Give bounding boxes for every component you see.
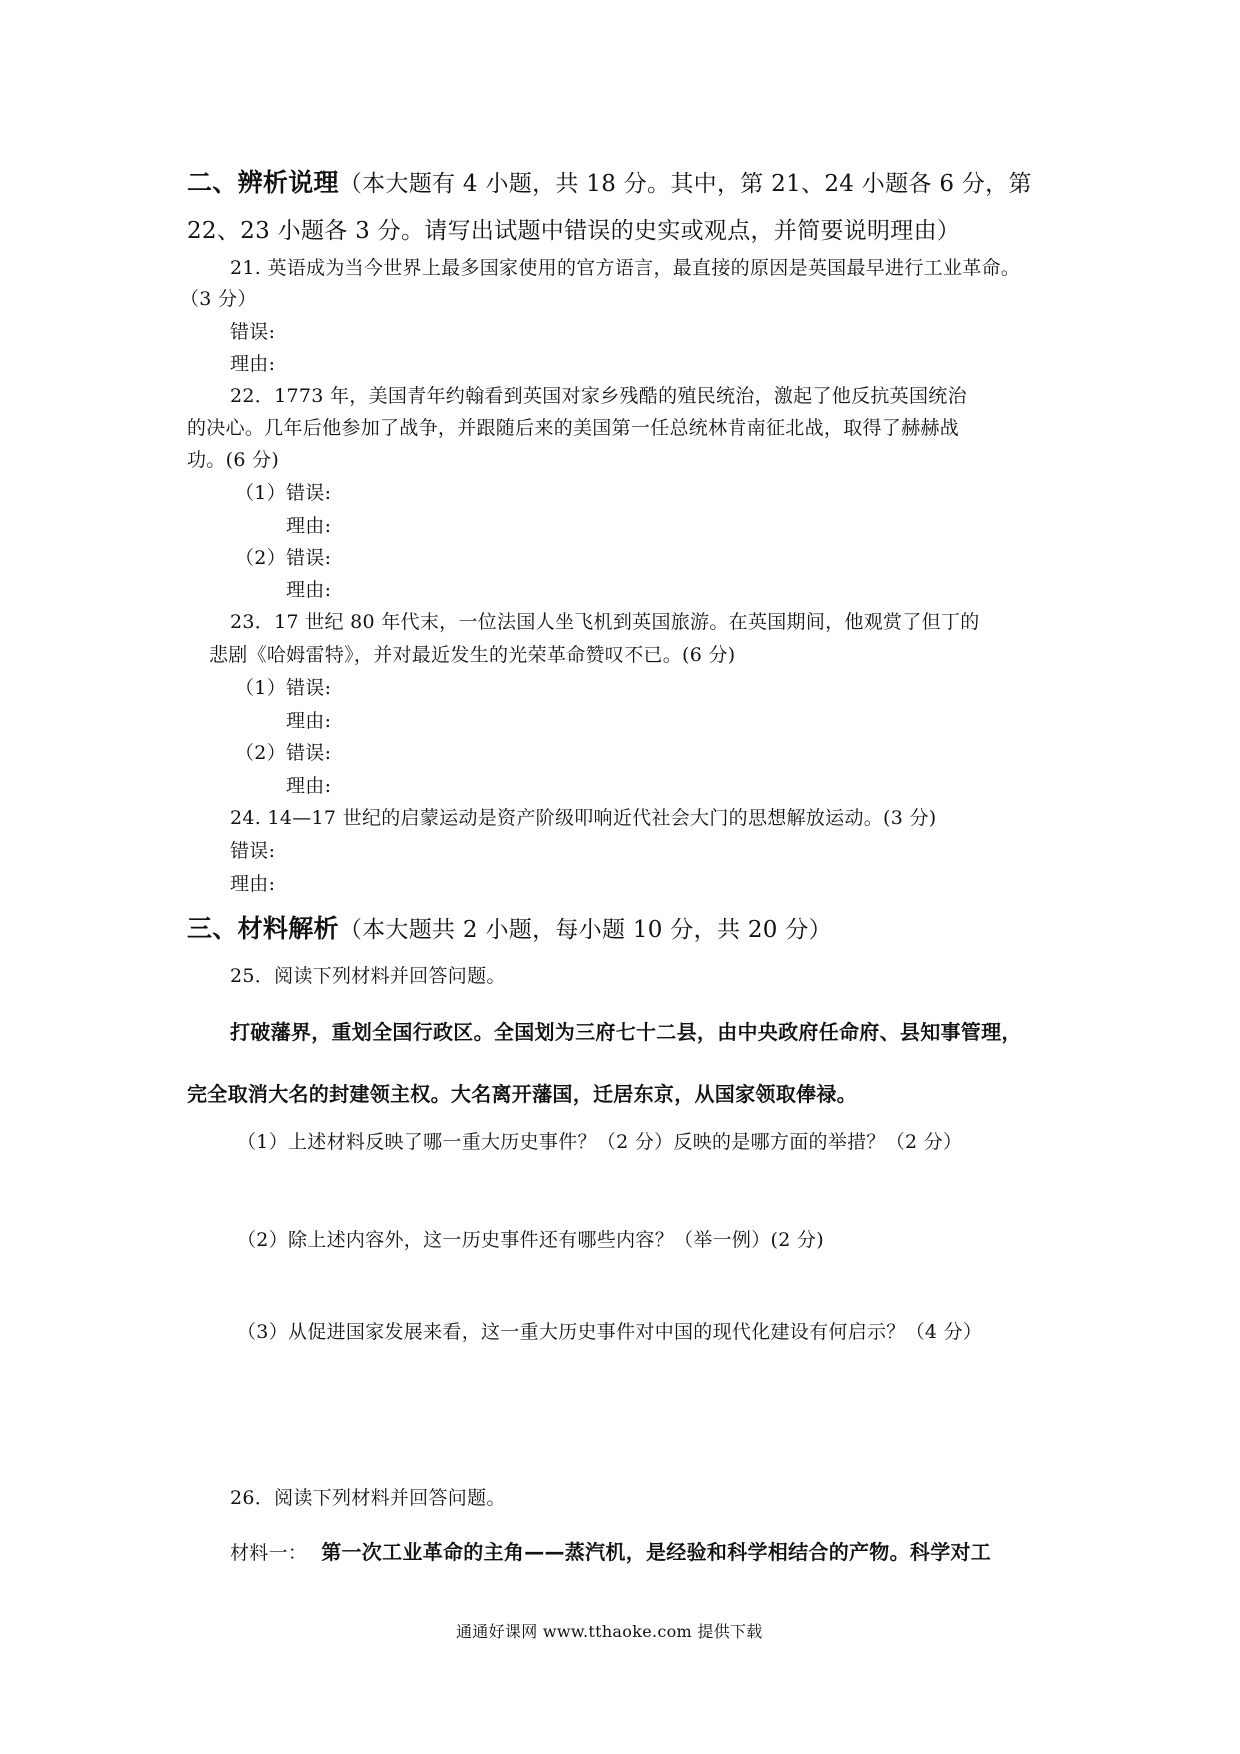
q26-intro: 26．阅读下列材料并回答问题。 (230, 1487, 506, 1509)
section2-desc-line2: 22、23 小题各 3 分。请写出试题中错误的史实或观点，并简要说明理由） (187, 218, 961, 244)
q24-text-line1: 24. 14—17 世纪的启蒙运动是资产阶级叩响近代社会大门的思想解放运动。(3 分) (230, 807, 937, 829)
q23-text-line2: 悲剧《哈姆雷特》，并对最近发生的光荣革命赞叹不已。(6 分) (209, 644, 736, 666)
section2-title: 二、辨析说理 (187, 168, 339, 197)
section3-desc: （本大题共 2 小题，每小题 10 分，共 20 分） (338, 917, 832, 943)
q25-material-line1: 打破藩界，重划全国行政区。全国划为三府七十二县，由中央政府任命府、县知事管理， (230, 1020, 1022, 1044)
q21-text-line2: （3 分） (180, 288, 257, 310)
q23-error2-label: （2）错误: (235, 742, 332, 764)
q24-error-label: 错误: (230, 840, 276, 862)
q21-text-line1: 21. 英语成为当今世界上最多国家使用的官方语言，最直接的原因是英国最早进行工业革命。 (230, 257, 1021, 279)
q22-text-line2: 的决心。几年后他参加了战争，并跟随后来的美国第一任总统林肯南征北战，取得了赫赫战 (187, 417, 960, 439)
q23-error1-label: （1）错误: (235, 677, 332, 699)
q21-reason-label: 理由: (230, 353, 276, 375)
q25-subquestion1: （1）上述材料反映了哪一重大历史事件？（2 分）反映的是哪方面的举措？（2 分） (237, 1131, 963, 1153)
page-footer: 通通好课网 www.tthaoke.com 提供下载 (456, 1622, 763, 1641)
section2-heading-line1 (187, 168, 1032, 199)
q23-text-line1: 23．17 世纪 80 年代末，一位法国人坐飞机到英国旅游。在英国期间，他观赏了但丁的 (230, 611, 980, 633)
q25-intro: 25．阅读下列材料并回答问题。 (230, 965, 506, 987)
q22-reason1-label: 理由: (286, 515, 332, 537)
q24-reason-label: 理由: (230, 873, 276, 895)
q23-reason1-label: 理由: (286, 710, 332, 732)
q22-reason2-label: 理由: (286, 579, 332, 601)
q26-material-label: 材料一： (230, 1542, 308, 1564)
q25-material-line2: 完全取消大名的封建领主权。大名离开藩国，迁居东京，从国家领取俸禄。 (187, 1082, 857, 1106)
q22-text-line3: 功。(6 分) (187, 449, 280, 471)
section2-desc-line1: （本大题有 4 小题，共 18 分。其中，第 21、24 小题各 6 分，第 (338, 171, 1032, 197)
q22-error2-label: （2）错误: (235, 547, 332, 569)
q23-reason2-label: 理由: (286, 775, 332, 797)
q25-subquestion2: （2）除上述内容外，这一历史事件还有哪些内容？（举一例）(2 分) (237, 1229, 824, 1251)
q22-text-line1: 22．1773 年，美国青年约翰看到英国对家乡残酷的殖民统治，激起了他反抗英国统治 (230, 385, 967, 407)
q25-subquestion3: （3）从促进国家发展来看，这一重大历史事件对中国的现代化建设有何启示？（4 分） (237, 1321, 983, 1343)
q26-material-text: 第一次工业革命的主角——蒸汽机，是经验和科学相结合的产物。科学对工 (321, 1540, 992, 1564)
q26-material-line1 (230, 1540, 991, 1565)
q22-error1-label: （1）错误: (235, 482, 332, 504)
q21-error-label: 错误: (230, 321, 276, 343)
section3-heading (187, 914, 832, 945)
section3-title: 三、材料解析 (187, 914, 339, 943)
